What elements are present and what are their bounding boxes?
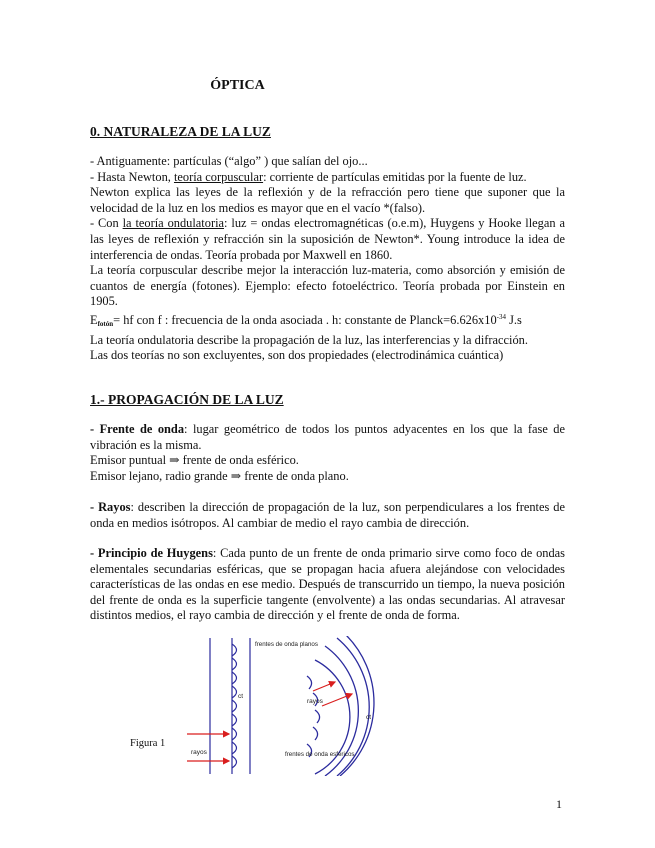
page-title: ÓPTICA: [210, 78, 265, 93]
plane-rays: [187, 734, 229, 761]
paragraph: La teoría corpuscular describe mejor la interacción luz-materia, como absorción y emisión de cuantos de energía (fotones). Ejemplo: efecto fotoeléctrico. Teoría probada por Einstein en 1905.: [90, 263, 565, 309]
wavefront-paragraph: - Frente de onda: lugar geométrico de todos los puntos adyacentes en los que la fase de vibración es la misma. Emisor puntual ⇒ frente de onda esférico. Emisor lejano, radio grande ⇒ frente de onda plano.: [90, 422, 566, 483]
paragraph: - Hasta Newton, teoría corpuscular: corriente de partículas emitidas por la fuente de luz.: [90, 169, 527, 184]
plane-wavefronts: [210, 638, 250, 774]
rays-paragraph: - Rayos: describen la dirección de propagación de la luz, son perpendiculares a los frentes de onda en medios isótropos. Al cambiar de medio el rayo cambia de dirección.: [90, 500, 565, 530]
huygens-paragraph: - Principio de Huygens: Cada punto de un frente de onda primario sirve como foco de ondas elementales secundarias esféricas, que se propagan hacia afuera alejándose con velocidades características de las ondas en ese medio. Después de transcurrido un tiempo, la nueva posición del frente de onda es la superficie tangente (envolvente) a las ondas secundarias. Al atravesar distintos medios, el rayo cambia de dirección y el frente de onda de forma.: [90, 546, 565, 623]
paragraph: - Con la teoría ondulatoria: luz = ondas electromagnéticas (o.e.m), Huygens y Hooke llegan a las leyes de reflexión y refracción sin la suposición de Newton*. Young introduce la idea de interferencia de ondas. Teoría probada por Maxwell en 1860.: [90, 216, 565, 262]
page-number: 1: [556, 797, 562, 811]
label-ct-right: ct: [366, 714, 372, 721]
paragraph: La teoría ondulatoria describe la propagación de la luz, las interferencias y la difracción.: [90, 332, 528, 347]
label-ct-left: ct: [238, 693, 244, 700]
paragraph: Las dos teorías no son excluyentes, son dos propiedades (electrodinámica cuántica): [90, 348, 504, 363]
secondary-wavelets-plane: [232, 644, 237, 768]
label-planos: frentes de onda planos: [255, 641, 318, 648]
label-rayos-right: rayos: [307, 698, 323, 705]
paragraph: - Antiguamente: partículas (“algo” ) que salían del ojo...: [90, 154, 368, 168]
section0-heading: 0. NATURALEZA DE LA LUZ: [90, 124, 271, 139]
formula-line: $E_{fotón}=$ hf con f : frecuencia de la onda asociada . h: constante de $Planck=6.626x10^{-34}$ J.s: [90, 312, 522, 328]
figure-huygens: [125, 636, 395, 776]
label-esfericos: frentes de onda esféricos: [285, 751, 355, 758]
section0-text: [90, 154, 565, 364]
ray-3: [313, 682, 335, 691]
label-rayos-left: rayos: [191, 749, 207, 756]
secondary-wavelets-sph: [307, 676, 320, 757]
paragraph: Newton explica las leyes de la reflexión y de la refracción pero tiene que suponer que la velocidad de la luz en los medios es mayor que en el vacío *(falso).: [90, 185, 565, 215]
section1-heading: 1.- PROPAGACIÓN DE LA LUZ: [90, 392, 284, 407]
figure-label: Figura 1: [130, 738, 166, 749]
